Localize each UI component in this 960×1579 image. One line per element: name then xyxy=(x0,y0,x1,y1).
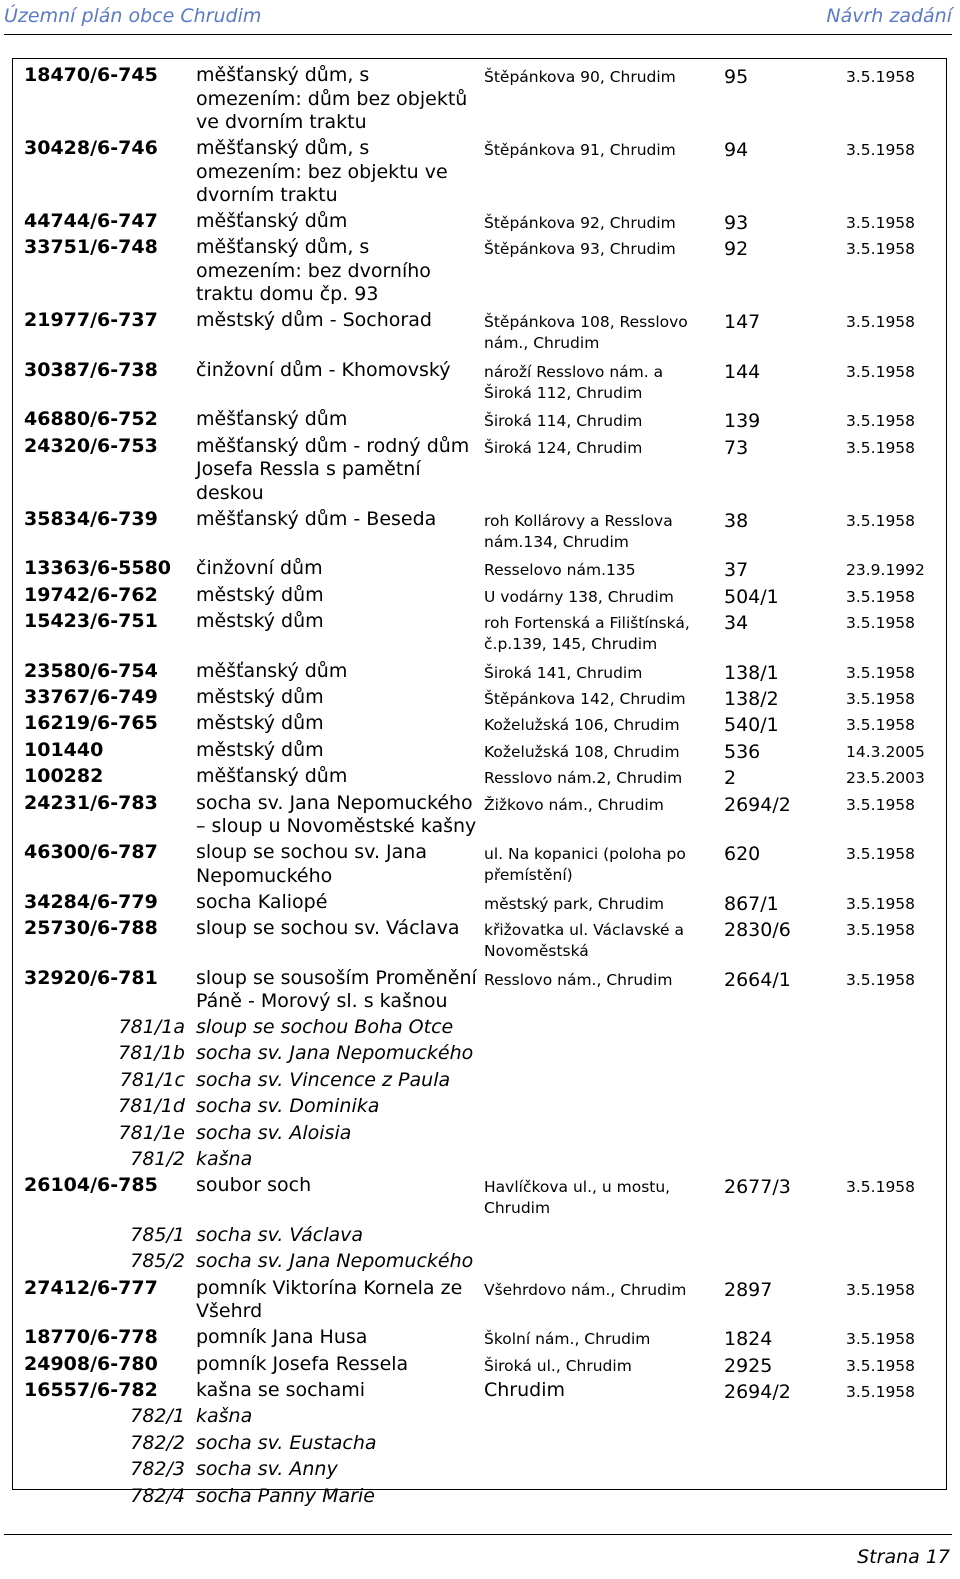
registration-date: 3.5.1958 xyxy=(846,1383,916,1401)
parcel-number: 867/1 xyxy=(724,892,779,915)
table-row xyxy=(13,584,946,610)
registration-date: 3.5.1958 xyxy=(846,614,916,633)
sub-item-number: 785/2 xyxy=(130,1250,185,1273)
description-line: deskou xyxy=(196,481,264,504)
registration-date: 3.5.1958 xyxy=(846,141,916,159)
address-line: Všehrdovo nám., Chrudim xyxy=(484,1280,687,1299)
registration-date: 3.5.1958 xyxy=(846,921,916,939)
registry-number: 16219/6-765 xyxy=(24,712,158,735)
registry-number: 30387/6-738 xyxy=(24,358,158,381)
address-line: Široká 124, Chrudim xyxy=(484,438,643,457)
monument-description xyxy=(196,686,486,710)
monument-description xyxy=(196,1122,486,1146)
address-line: Široká 112, Chrudim xyxy=(484,383,643,402)
address-line: Široká ul., Chrudim xyxy=(484,1356,632,1375)
address-line: U vodárny 138, Chrudim xyxy=(484,587,674,606)
monument-address xyxy=(484,613,712,655)
monument-address xyxy=(484,1280,712,1301)
sub-item-row xyxy=(13,1432,946,1458)
description-line: kašna xyxy=(196,1405,253,1428)
description-line: socha sv. Anny xyxy=(196,1458,338,1481)
monument-description xyxy=(196,891,486,915)
sub-item-row xyxy=(13,1405,946,1431)
registration-date: 23.9.1992 xyxy=(846,561,925,580)
page-number: Strana 17 xyxy=(857,1546,950,1568)
description-line: omezením: bez dvorního xyxy=(196,259,431,282)
parcel-number: 504/1 xyxy=(724,585,779,608)
address-line: Štěpánkova 91, Chrudim xyxy=(484,141,676,159)
registration-date: 3.5.1958 xyxy=(846,795,916,814)
parcel-number: 2897 xyxy=(724,1278,773,1301)
monument-address xyxy=(484,715,712,736)
parcel-number: 2664/1 xyxy=(724,968,791,991)
registration-date: 3.5.1958 xyxy=(846,511,916,530)
address-line: Štěpánkova 92, Chrudim xyxy=(484,214,676,232)
registry-number: 27412/6-777 xyxy=(24,1276,158,1299)
sub-item-row xyxy=(13,1095,946,1121)
registration-date: 3.5.1958 xyxy=(846,1178,916,1197)
parcel-number: 2925 xyxy=(724,1354,773,1377)
description-line: kašna xyxy=(196,1148,253,1170)
description-line: měšťanský dům xyxy=(196,659,348,682)
monument-address xyxy=(484,312,712,354)
description-line: měšťanský dům, s xyxy=(196,236,370,259)
monument-description xyxy=(196,1405,486,1429)
registry-number: 46880/6-752 xyxy=(24,408,158,431)
monument-description xyxy=(196,557,486,581)
monument-description xyxy=(196,712,486,736)
registry-number: 33767/6-749 xyxy=(24,686,158,708)
parcel-number: 2694/2 xyxy=(724,793,791,816)
address-line: Havlíčkova ul., u mostu, xyxy=(484,1178,671,1197)
table-row xyxy=(13,610,946,660)
registry-number: 24231/6-783 xyxy=(24,791,158,814)
address-line: křižovatka ul. Václavské a xyxy=(484,921,684,939)
monument-table-rows xyxy=(13,59,946,1507)
parcel-number: 92 xyxy=(724,238,749,261)
registry-number: 21977/6-737 xyxy=(24,309,158,332)
sub-item-row xyxy=(13,1148,946,1174)
sub-item-number: 781/1c xyxy=(119,1068,185,1091)
parcel-number: 38 xyxy=(724,509,749,532)
monument-description xyxy=(196,1458,486,1482)
registry-number: 13363/6-5580 xyxy=(24,557,172,580)
registry-number: 26104/6-785 xyxy=(24,1174,158,1197)
description-line: socha sv. Václava xyxy=(196,1223,364,1246)
sub-item-number: 781/1a xyxy=(118,1016,185,1038)
description-line: Josefa Ressla s pamětní xyxy=(196,458,421,481)
registry-number: 19742/6-762 xyxy=(24,583,158,606)
table-row xyxy=(13,408,946,434)
parcel-number: 2677/3 xyxy=(724,1176,791,1199)
monument-address xyxy=(484,970,712,991)
registration-date: 3.5.1958 xyxy=(846,845,916,864)
header-section-title: Návrh zadání xyxy=(826,5,952,27)
monument-description xyxy=(196,137,486,208)
sub-item-number: 781/2 xyxy=(130,1148,185,1170)
parcel-number: 138/2 xyxy=(724,688,779,710)
monument-address xyxy=(484,663,712,684)
description-line: soubor soch xyxy=(196,1174,312,1197)
monument-description xyxy=(196,841,486,888)
registration-date: 3.5.1958 xyxy=(846,970,916,989)
monument-address xyxy=(484,1329,712,1350)
monument-description xyxy=(196,1485,486,1509)
description-line: socha sv. Jana Nepomuckého xyxy=(196,1250,474,1273)
parcel-number: 73 xyxy=(724,436,749,459)
sub-item-row xyxy=(13,1042,946,1068)
parcel-number: 536 xyxy=(724,740,761,763)
sub-item-number: 785/1 xyxy=(130,1223,185,1246)
address-line: Novoměstská xyxy=(484,942,589,960)
monument-description xyxy=(196,739,486,763)
registration-date: 3.5.1958 xyxy=(846,240,916,259)
registry-number: 30428/6-746 xyxy=(24,137,158,159)
sub-item-row xyxy=(13,1224,946,1250)
description-line: traktu domu čp. 93 xyxy=(196,283,379,306)
monument-address xyxy=(484,1356,712,1377)
sub-item-number: 782/1 xyxy=(130,1405,185,1428)
registry-number: 32920/6-781 xyxy=(24,966,158,989)
sub-item-row xyxy=(13,1069,946,1095)
address-line: Koželužská 108, Chrudim xyxy=(484,742,680,761)
monument-address xyxy=(484,140,712,161)
description-line: městský dům xyxy=(196,712,324,735)
parcel-number: 138/1 xyxy=(724,661,779,684)
sub-item-row xyxy=(13,1122,946,1148)
description-line: – sloup u Novoměstské kašny xyxy=(196,815,477,838)
registration-date: 3.5.1958 xyxy=(846,663,916,682)
table-row xyxy=(13,765,946,791)
monument-description xyxy=(196,1095,486,1119)
monument-description xyxy=(196,1069,486,1093)
monument-address xyxy=(484,844,712,886)
description-line: ve dvorním traktu xyxy=(196,111,367,133)
description-line: měšťanský dům xyxy=(196,210,348,232)
registry-number: 35834/6-739 xyxy=(24,507,158,530)
registration-date: 14.3.2005 xyxy=(846,742,925,761)
parcel-number: 34 xyxy=(724,612,749,635)
registry-number: 15423/6-751 xyxy=(24,610,158,633)
address-line: Chrudim xyxy=(484,1199,551,1218)
registry-number: 25730/6-788 xyxy=(24,917,158,939)
monument-address xyxy=(484,587,712,608)
description-line: pomník Viktorína Kornela ze xyxy=(196,1276,463,1299)
table-row xyxy=(13,891,946,917)
sub-item-row xyxy=(13,1016,946,1042)
address-line: Štěpánkova 93, Chrudim xyxy=(484,240,676,259)
description-line: socha sv. Eustacha xyxy=(196,1431,377,1454)
monument-description xyxy=(196,610,486,634)
description-line: socha sv. Jana Nepomuckého xyxy=(196,791,473,814)
monument-description xyxy=(196,210,486,234)
table-row xyxy=(13,917,946,967)
description-line: měšťanský dům xyxy=(196,408,348,431)
table-row xyxy=(13,1277,946,1327)
monument-description xyxy=(196,236,486,307)
registration-date: 3.5.1958 xyxy=(846,214,916,232)
table-row xyxy=(13,1379,946,1405)
sub-item-number: 782/2 xyxy=(130,1431,185,1454)
monument-address xyxy=(484,239,712,260)
registry-number: 101440 xyxy=(24,738,104,761)
address-line: Chrudim xyxy=(484,1379,566,1401)
description-line: sloup se sochou sv. Václava xyxy=(196,917,460,939)
address-line: Široká 141, Chrudim xyxy=(484,663,643,682)
description-line: pomník Jana Husa xyxy=(196,1326,368,1349)
description-line: sloup se sochou Boha Otce xyxy=(196,1016,454,1038)
description-line: socha Panny Marie xyxy=(196,1484,375,1507)
monument-address xyxy=(484,920,712,962)
description-line: dvorním traktu xyxy=(196,184,338,206)
monument-description xyxy=(196,792,486,839)
registry-number: 24908/6-780 xyxy=(24,1352,158,1375)
address-line: Štěpánkova 108, Resslovo xyxy=(484,313,688,332)
description-line: městský dům xyxy=(196,686,324,708)
monument-description xyxy=(196,508,486,532)
monument-table xyxy=(12,58,947,1507)
description-line: omezením: dům bez objektů xyxy=(196,87,468,110)
registration-date: 3.5.1958 xyxy=(846,362,916,381)
table-row xyxy=(13,64,946,137)
registry-number: 34284/6-779 xyxy=(24,890,158,913)
header-divider xyxy=(4,34,952,35)
table-row xyxy=(13,210,946,236)
description-line: pomník Josefa Ressela xyxy=(196,1352,409,1375)
monument-address xyxy=(484,362,712,404)
sub-item-row xyxy=(13,1485,946,1511)
page-header xyxy=(4,0,952,34)
address-line: Štěpánkova 142, Chrudim xyxy=(484,690,686,708)
registry-number: 18470/6-745 xyxy=(24,64,158,86)
registration-date: 23.5.2003 xyxy=(846,769,925,788)
address-line: Štěpánkova 90, Chrudim xyxy=(484,68,676,86)
table-row xyxy=(13,792,946,842)
table-row xyxy=(13,1353,946,1379)
table-row xyxy=(13,557,946,583)
description-line: socha sv. Aloisia xyxy=(196,1121,352,1144)
sub-item-row xyxy=(13,1458,946,1484)
registry-number: 18770/6-778 xyxy=(24,1326,158,1349)
parcel-number: 93 xyxy=(724,212,749,234)
description-line: městský dům xyxy=(196,583,324,606)
monument-address xyxy=(484,1379,712,1402)
monument-description xyxy=(196,1277,486,1324)
monument-description xyxy=(196,1379,486,1403)
monument-description xyxy=(196,1174,486,1198)
sub-item-number: 781/1e xyxy=(118,1121,185,1144)
parcel-number: 147 xyxy=(724,311,761,334)
monument-address xyxy=(484,560,712,581)
monument-description xyxy=(196,1353,486,1377)
address-line: Resselovo nám.135 xyxy=(484,561,636,580)
registry-number: 46300/6-787 xyxy=(24,841,158,864)
description-line: měšťanský dům xyxy=(196,765,348,788)
registration-date: 3.5.1958 xyxy=(846,1330,916,1349)
table-row xyxy=(13,137,946,210)
monument-description xyxy=(196,1224,486,1248)
registration-date: 3.5.1958 xyxy=(846,690,916,708)
sub-item-number: 781/1b xyxy=(118,1042,185,1065)
description-line: socha Kaliopé xyxy=(196,890,328,913)
registration-date: 3.5.1958 xyxy=(846,587,916,606)
monument-address xyxy=(484,795,712,816)
address-line: Školní nám., Chrudim xyxy=(484,1330,651,1349)
address-line: roh Fortenská a Filištínská, xyxy=(484,614,690,633)
address-line: Resslovo nám., Chrudim xyxy=(484,970,673,989)
registry-number: 44744/6-747 xyxy=(24,210,158,232)
monument-address xyxy=(484,894,712,915)
monument-description xyxy=(196,1326,486,1350)
table-row xyxy=(13,739,946,765)
registry-number: 100282 xyxy=(24,765,104,788)
monument-description xyxy=(196,435,486,506)
table-row xyxy=(13,967,946,1017)
description-line: měšťanský dům, s xyxy=(196,64,370,86)
table-row xyxy=(13,1174,946,1224)
monument-description xyxy=(196,1042,486,1066)
description-line: Všehrd xyxy=(196,1300,263,1323)
table-row xyxy=(13,686,946,712)
monument-description xyxy=(196,584,486,608)
monument-description xyxy=(196,309,486,333)
monument-description xyxy=(196,967,486,1014)
description-line: činžovní dům - Khomovský xyxy=(196,358,451,381)
description-line: měšťanský dům - rodný dům xyxy=(196,434,470,457)
description-line: kašna se sochami xyxy=(196,1379,366,1401)
address-line: Široká 114, Chrudim xyxy=(484,412,643,431)
registration-date: 3.5.1958 xyxy=(846,1356,916,1375)
monument-description xyxy=(196,359,486,383)
description-line: Páně - Morový sl. s kašnou xyxy=(196,990,448,1012)
description-line: socha sv. Jana Nepomuckého xyxy=(196,1042,474,1065)
address-line: roh Kollárovy a Resslova xyxy=(484,511,673,530)
description-line: městský dům - Sochorad xyxy=(196,309,432,332)
parcel-number: 2830/6 xyxy=(724,919,791,941)
monument-description xyxy=(196,660,486,684)
monument-address xyxy=(484,1177,712,1219)
table-row xyxy=(13,359,946,409)
table-row xyxy=(13,435,946,508)
registry-number: 33751/6-748 xyxy=(24,236,158,259)
address-line: Koželužská 106, Chrudim xyxy=(484,716,680,735)
address-line: přemístění) xyxy=(484,866,573,885)
monument-address xyxy=(484,689,712,710)
description-line: omezením: bez objektu ve xyxy=(196,160,448,183)
registration-date: 3.5.1958 xyxy=(846,412,916,431)
sub-item-number: 781/1d xyxy=(118,1095,185,1118)
table-row xyxy=(13,660,946,686)
monument-description xyxy=(196,917,486,941)
sub-item-number: 782/4 xyxy=(130,1484,185,1507)
registration-date: 3.5.1958 xyxy=(846,438,916,457)
registration-date: 3.5.1958 xyxy=(846,68,916,86)
registration-date: 3.5.1958 xyxy=(846,894,916,913)
description-line: měšťanský dům, s xyxy=(196,137,370,159)
address-line: nám.134, Chrudim xyxy=(484,532,629,551)
parcel-number: 540/1 xyxy=(724,714,779,737)
sub-item-number: 782/3 xyxy=(130,1458,185,1481)
description-line: sloup se sousoším Proměnění xyxy=(196,966,477,989)
table-row xyxy=(13,236,946,309)
parcel-number: 37 xyxy=(724,559,749,582)
monument-description xyxy=(196,1250,486,1274)
monument-description xyxy=(196,1148,486,1172)
registry-number: 24320/6-753 xyxy=(24,434,158,457)
address-line: nároží Resslovo nám. a xyxy=(484,362,664,381)
monument-description xyxy=(196,765,486,789)
monument-description xyxy=(196,64,486,135)
monument-address xyxy=(484,67,712,88)
registration-date: 3.5.1958 xyxy=(846,1280,916,1299)
parcel-number: 94 xyxy=(724,139,749,161)
description-line: sloup se sochou sv. Jana xyxy=(196,841,427,864)
monument-address xyxy=(484,768,712,789)
table-row xyxy=(13,309,946,359)
monument-description xyxy=(196,1016,486,1040)
monument-description xyxy=(196,1432,486,1456)
address-line: Resslovo nám.2, Chrudim xyxy=(484,769,683,788)
registration-date: 3.5.1958 xyxy=(846,313,916,332)
description-line: městský dům xyxy=(196,738,324,761)
parcel-number: 1824 xyxy=(724,1328,773,1351)
description-line: socha sv. Vincence z Paula xyxy=(196,1068,451,1091)
registration-date: 3.5.1958 xyxy=(846,716,916,735)
description-line: Nepomuckého xyxy=(196,864,333,887)
footer-divider xyxy=(4,1534,952,1535)
parcel-number: 2694/2 xyxy=(724,1381,791,1403)
header-document-title: Územní plán obce Chrudim xyxy=(4,5,262,27)
sub-item-row xyxy=(13,1250,946,1276)
parcel-number: 620 xyxy=(724,843,761,866)
parcel-number: 2 xyxy=(724,767,737,790)
registry-number: 16557/6-782 xyxy=(24,1379,158,1401)
address-line: Žižkovo nám., Chrudim xyxy=(484,795,664,814)
description-line: měšťanský dům - Beseda xyxy=(196,507,437,530)
parcel-number: 144 xyxy=(724,360,761,383)
description-line: činžovní dům xyxy=(196,557,323,580)
monument-address xyxy=(484,438,712,459)
table-row xyxy=(13,508,946,558)
address-line: ul. Na kopanici (poloha po xyxy=(484,845,686,864)
monument-address xyxy=(484,213,712,234)
monument-address xyxy=(484,511,712,553)
table-row xyxy=(13,712,946,738)
table-row xyxy=(13,841,946,891)
monument-address xyxy=(484,411,712,432)
address-line: č.p.139, 145, Chrudim xyxy=(484,635,658,654)
address-line: nám., Chrudim xyxy=(484,334,600,353)
monument-description xyxy=(196,408,486,432)
description-line: městský dům xyxy=(196,610,324,633)
parcel-number: 139 xyxy=(724,410,761,433)
monument-address xyxy=(484,742,712,763)
table-row xyxy=(13,1326,946,1352)
description-line: socha sv. Dominika xyxy=(196,1095,380,1118)
registry-number: 23580/6-754 xyxy=(24,659,158,682)
parcel-number: 95 xyxy=(724,66,749,88)
address-line: městský park, Chrudim xyxy=(484,894,665,913)
